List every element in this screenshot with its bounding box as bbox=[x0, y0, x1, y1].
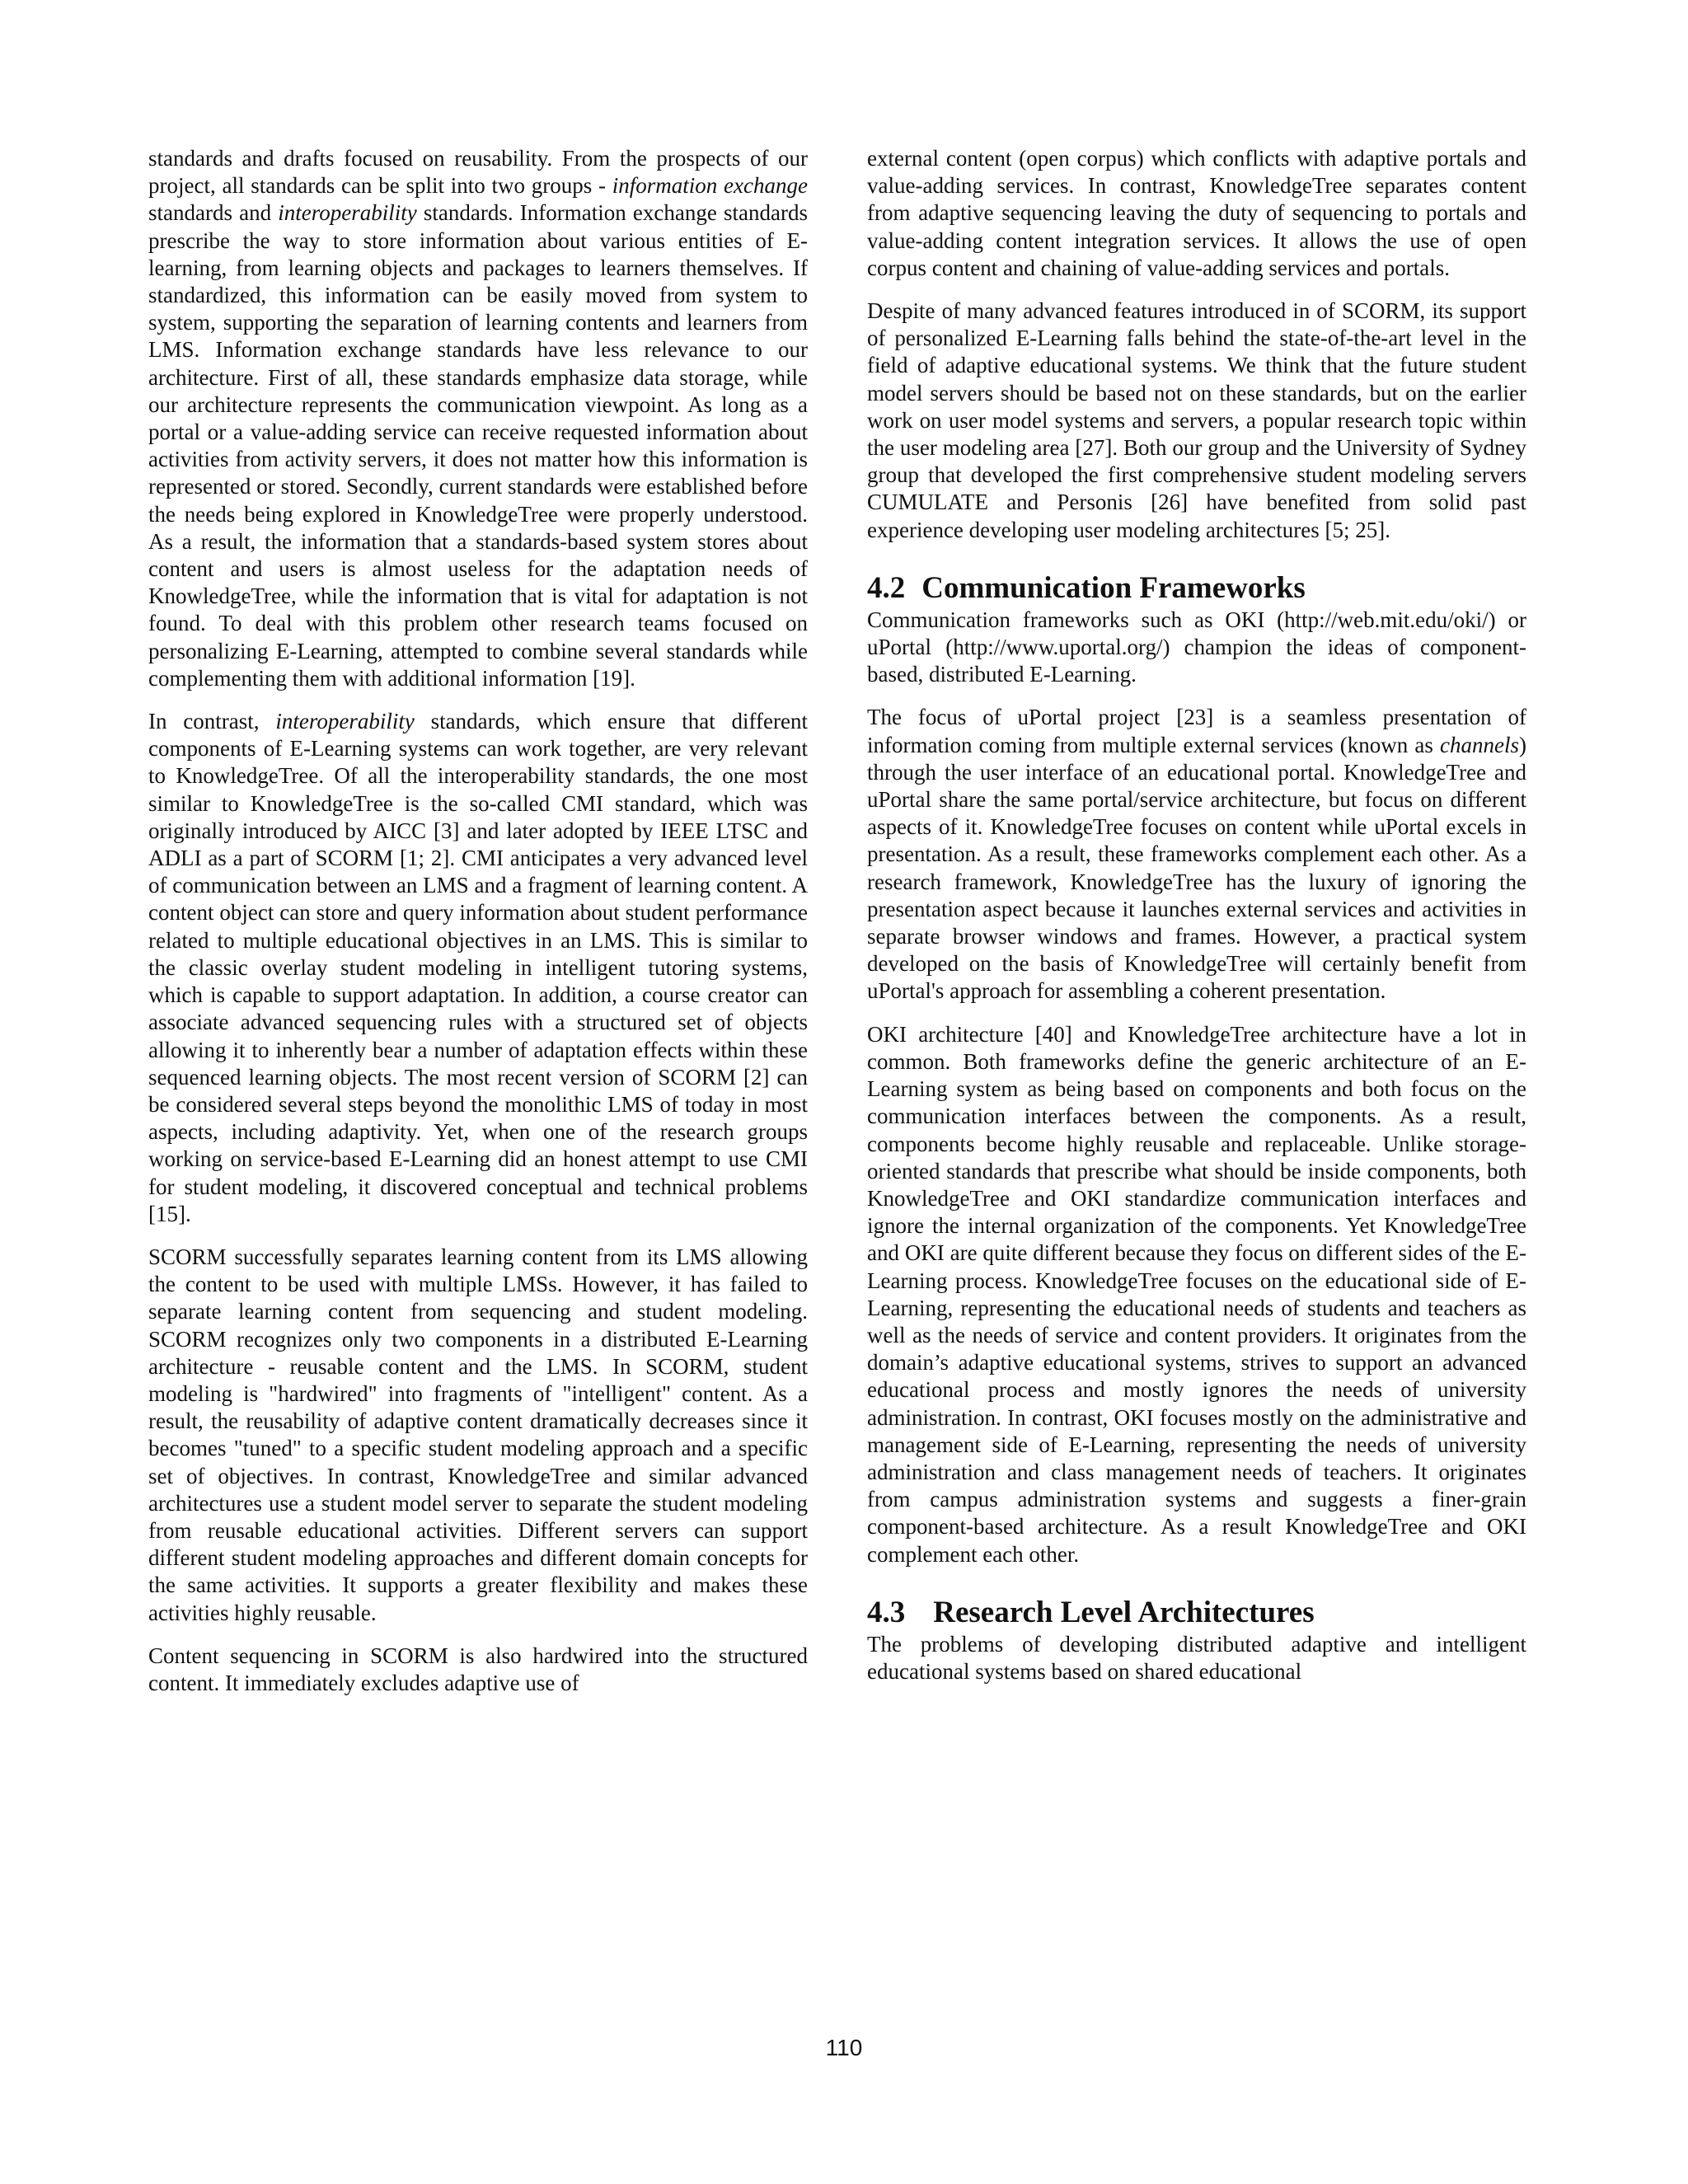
paragraph: Communication frameworks such as OKI (http://web.mit.edu/oki/) or uPortal (http://www.uportal.org/) champion the ideas of component-based, distributed E-Learning. bbox=[867, 607, 1526, 687]
paragraph: OKI architecture [40] and KnowledgeTree architecture have a lot in common. Both frameworks define the generic architecture of an E-Learning system as being based on components and both focus on the communication interfaces between the components. As a result, components become highly reusable and replaceable. Unlike storage-oriented standards that prescribe what should be inside components, both KnowledgeTree and OKI standardize communication interfaces and ignore the internal organization of the components. Yet KnowledgeTree and OKI are quite different because they focus on different sides of the E-Learning process. KnowledgeTree focuses on the educational side of E-Learning, representing the educational needs of students and teachers as well as the needs of service and content providers. It originates from the domain’s adaptive educational systems, strives to support an advanced educational process and mostly ignores the needs of university administration. In contrast, OKI focuses mostly on the administrative and management side of E-Learning, representing the needs of university administration and class management needs of teachers. It originates from campus administration systems and suggests a finer-grain component-based architecture. As a result KnowledgeTree and OKI complement each other. bbox=[867, 1021, 1526, 1567]
paragraph: Despite of many advanced features introduced in of SCORM, its support of personalized E-Learning falls behind the state-of-the-art level in the field of adaptive educational systems. We think that the future student model servers should be based not on these standards, but on the earlier work on user model systems and servers, a popular research topic within the user modeling area [27]. Both our group and the University of Sydney group that developed the first comprehensive student modeling servers CUMULATE and Personis [26] have benefited from solid past experience developing user modeling architectures [5; 25]. bbox=[867, 298, 1526, 542]
emphasis: information exchange bbox=[612, 173, 808, 199]
emphasis: channels bbox=[1440, 732, 1519, 757]
text-run: standards and bbox=[148, 200, 279, 226]
text-run: In contrast, bbox=[148, 709, 276, 734]
section-heading-4-3 bbox=[867, 1595, 1526, 1631]
paragraph bbox=[148, 145, 808, 692]
paragraph bbox=[148, 708, 808, 1228]
right-column bbox=[867, 145, 1526, 1701]
paragraph: The problems of developing distributed adaptive and intelligent educational systems based on shared educational bbox=[867, 1631, 1526, 1684]
section-title: Research Level Architectures bbox=[933, 1595, 1315, 1629]
page-number: 110 bbox=[825, 2035, 863, 2060]
paragraph: external content (open corpus) which conflicts with adaptive portals and value-adding services. In contrast, KnowledgeTree separates content from adaptive sequencing leaving the duty of sequencing to portals and value-adding content integration services. It allows the use of open corpus content and chaining of value-adding services and portals. bbox=[867, 146, 1526, 280]
section-number: 4.2 bbox=[867, 570, 906, 605]
emphasis: interoperability bbox=[275, 709, 415, 734]
section-title: Communication Frameworks bbox=[921, 570, 1306, 605]
text-run: ) through the user interface of an educational portal. KnowledgeTree and uPortal share the same portal/service architecture, but focus on different aspects of it. KnowledgeTree focuses on content while uPortal excels in presentation. As a result, these frameworks complement each other. As a research framework, KnowledgeTree has the luxury of ignoring the presentation aspect because it launches external services and activities in separate browser windows and frames. However, a practical system developed on the basis of KnowledgeTree will certainly benefit from uPortal's approach for assembling a coherent presentation. bbox=[867, 732, 1526, 1004]
paragraph: SCORM successfully separates learning content from its LMS allowing the content to be used with multiple LMSs. However, it has failed to separate learning content from sequencing and student modeling. SCORM recognizes only two components in a distributed E-Learning architecture - reusable content and the LMS. In SCORM, student modeling is "hardwired" into fragments of "intelligent" content. As a result, the reusability of adaptive content dramatically decreases since it becomes "tuned" to a specific student modeling approach and a specific set of objectives. In contrast, KnowledgeTree and similar advanced architectures use a student model server to separate the student modeling from reusable educational activities. Different servers can support different student modeling approaches and different domain concepts for the same activities. It supports a greater flexibility and makes these activities highly reusable. bbox=[148, 1244, 808, 1625]
section-number: 4.3 bbox=[867, 1595, 906, 1629]
paragraph bbox=[867, 704, 1526, 1005]
text-run: standards. Information exchange standards prescribe the way to store information about various entities of E-learning, from learning objects and packages to learners themselves. If standardized, this information can be easily moved from system to system, supporting the separation of learning contents and learners from LMS. Information exchange standards have less relevance to our architecture. First of all, these standards emphasize data storage, while our architecture represents the communication viewpoint. As long as a portal or a value-adding service can receive requested information about activities from activity servers, it does not matter how this information is represented or stored. Secondly, current standards were established before the needs being explored in KnowledgeTree were properly understood. As a result, the information that a standards-based system stores about content and users is almost useless for the adaptation needs of KnowledgeTree, while the information that is vital for adaptation is not found. To deal with this problem other research teams focused on personalizing E-Learning, attempted to combine several standards while complementing them with additional information [19]. bbox=[148, 200, 808, 691]
text-run: The focus of uPortal project [23] is a seamless presentation of information coming from multiple external services (known as bbox=[867, 705, 1526, 757]
emphasis: interoperability bbox=[278, 200, 417, 226]
text-run: standards and drafts focused on reusability. From the prospects of our project, all standards can be split into two groups - bbox=[148, 146, 808, 199]
paragraph: Content sequencing in SCORM is also hardwired into the structured content. It immediately excludes adaptive use of bbox=[148, 1643, 808, 1695]
section-heading-4-2 bbox=[867, 570, 1526, 607]
text-run: standards, which ensure that different components of E-Learning systems can work together, are very relevant to KnowledgeTree. Of all the interoperability standards, the one most similar to KnowledgeTree is the so-called CMI standard, which was originally introduced by AICC [3] and later adopted by IEEE LTSC and ADLI as a part of SCORM [1; 2]. CMI anticipates a very advanced level of communication between an LMS and a fragment of learning content. A content object can store and query information about student performance related to multiple educational objectives in an LMS. This is similar to the classic overlay student modeling in intelligent tutoring systems, which is capable to support adaptation. In addition, a course creator can associate advanced sequencing rules with a structured set of objects allowing it to inherently bear a number of adaptation effects within these sequenced learning objects. The most recent version of SCORM [2] can be considered several steps beyond the monolithic LMS of today in most aspects, including adaptivity. Yet, when one of the research groups working on service-based E-Learning did an honest attempt to use CMI for student modeling, it discovered conceptual and technical problems [15]. bbox=[148, 709, 808, 1226]
left-column bbox=[148, 145, 808, 1713]
